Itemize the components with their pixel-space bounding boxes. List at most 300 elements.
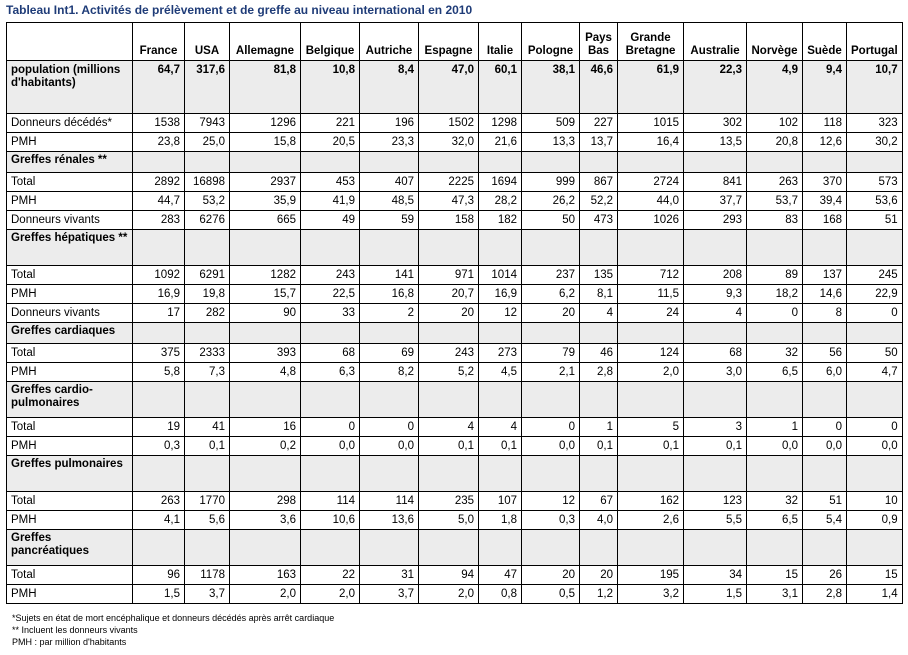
value-cell: 13,3 [522, 133, 580, 152]
value-cell: 0,5 [522, 585, 580, 604]
value-cell: 61,9 [618, 61, 684, 114]
country-header: Portugal [847, 23, 903, 61]
value-cell: 4,5 [479, 363, 522, 382]
value-cell: 2937 [230, 173, 301, 192]
value-cell: 867 [580, 173, 618, 192]
empty-cell [185, 230, 230, 266]
value-cell: 0,1 [419, 437, 479, 456]
row-label: Total [7, 173, 133, 192]
section-header-row [7, 152, 903, 173]
row-label: Total [7, 266, 133, 285]
value-cell: 17 [133, 304, 185, 323]
value-cell: 114 [360, 492, 419, 511]
value-cell: 9,4 [803, 61, 847, 114]
value-cell: 282 [185, 304, 230, 323]
value-cell: 2225 [419, 173, 479, 192]
empty-cell [847, 382, 903, 418]
table-row [7, 211, 903, 230]
value-cell: 283 [133, 211, 185, 230]
value-cell: 8 [803, 304, 847, 323]
row-label: PMH [7, 363, 133, 382]
value-cell: 79 [522, 344, 580, 363]
table-row [7, 585, 903, 604]
section-header-row [7, 456, 903, 492]
section-label: Greffes rénales ** [7, 152, 133, 173]
value-cell: 263 [747, 173, 803, 192]
value-cell: 1178 [185, 566, 230, 585]
value-cell: 1694 [479, 173, 522, 192]
value-cell: 34 [684, 566, 747, 585]
value-cell: 3 [684, 418, 747, 437]
section-label: Greffes pancréatiques [7, 530, 133, 566]
table-row [7, 173, 903, 192]
value-cell: 22,9 [847, 285, 903, 304]
empty-cell [847, 152, 903, 173]
section-label: Greffes cardiaques [7, 323, 133, 344]
value-cell: 20 [580, 566, 618, 585]
value-cell: 48,5 [360, 192, 419, 211]
value-cell: 1298 [479, 114, 522, 133]
row-label: Donneurs décédés* [7, 114, 133, 133]
header-corner-cell [7, 23, 133, 61]
value-cell: 68 [301, 344, 360, 363]
empty-cell [133, 323, 185, 344]
value-cell: 2333 [185, 344, 230, 363]
value-cell: 114 [301, 492, 360, 511]
value-cell: 841 [684, 173, 747, 192]
empty-cell [479, 152, 522, 173]
value-cell: 1,2 [580, 585, 618, 604]
value-cell: 25,0 [185, 133, 230, 152]
value-cell: 4 [479, 418, 522, 437]
empty-cell [618, 230, 684, 266]
value-cell: 37,7 [684, 192, 747, 211]
empty-cell [479, 456, 522, 492]
header-row [7, 23, 903, 61]
value-cell: 4 [684, 304, 747, 323]
value-cell: 2 [360, 304, 419, 323]
value-cell: 53,7 [747, 192, 803, 211]
country-header: Suède [803, 23, 847, 61]
value-cell: 1026 [618, 211, 684, 230]
value-cell: 245 [847, 266, 903, 285]
value-cell: 59 [360, 211, 419, 230]
value-cell: 137 [803, 266, 847, 285]
value-cell: 0,9 [847, 511, 903, 530]
empty-cell [618, 530, 684, 566]
value-cell: 13,6 [360, 511, 419, 530]
empty-cell [803, 456, 847, 492]
empty-cell [360, 230, 419, 266]
value-cell: 375 [133, 344, 185, 363]
table-row [7, 437, 903, 456]
value-cell: 47 [479, 566, 522, 585]
section-header-row [7, 323, 903, 344]
value-cell: 453 [301, 173, 360, 192]
value-cell: 15,7 [230, 285, 301, 304]
empty-cell [301, 382, 360, 418]
value-cell: 473 [580, 211, 618, 230]
value-cell: 0 [522, 418, 580, 437]
value-cell: 16,9 [479, 285, 522, 304]
table-row [7, 418, 903, 437]
value-cell: 2892 [133, 173, 185, 192]
value-cell: 47,3 [419, 192, 479, 211]
empty-cell [803, 323, 847, 344]
table-body [7, 23, 903, 604]
row-label: Donneurs vivants [7, 211, 133, 230]
value-cell: 13,7 [580, 133, 618, 152]
empty-cell [133, 230, 185, 266]
value-cell: 53,6 [847, 192, 903, 211]
table-row [7, 566, 903, 585]
empty-cell [301, 230, 360, 266]
value-cell: 3,2 [618, 585, 684, 604]
value-cell: 0,0 [847, 437, 903, 456]
country-header: USA [185, 23, 230, 61]
value-cell: 22,3 [684, 61, 747, 114]
value-cell: 16,8 [360, 285, 419, 304]
value-cell: 263 [133, 492, 185, 511]
table-row [7, 511, 903, 530]
value-cell: 46 [580, 344, 618, 363]
empty-cell [618, 152, 684, 173]
value-cell: 21,6 [479, 133, 522, 152]
empty-cell [618, 382, 684, 418]
value-cell: 1770 [185, 492, 230, 511]
value-cell: 20,5 [301, 133, 360, 152]
value-cell: 182 [479, 211, 522, 230]
value-cell: 243 [419, 344, 479, 363]
value-cell: 50 [847, 344, 903, 363]
value-cell: 26,2 [522, 192, 580, 211]
country-header: Autriche [360, 23, 419, 61]
value-cell: 158 [419, 211, 479, 230]
empty-cell [479, 382, 522, 418]
value-cell: 509 [522, 114, 580, 133]
value-cell: 44,0 [618, 192, 684, 211]
value-cell: 26 [803, 566, 847, 585]
value-cell: 16898 [185, 173, 230, 192]
value-cell: 8,1 [580, 285, 618, 304]
value-cell: 44,7 [133, 192, 185, 211]
value-cell: 0 [847, 418, 903, 437]
value-cell: 16 [230, 418, 301, 437]
value-cell: 4,0 [580, 511, 618, 530]
footnote-pmh: PMH : par million d'habitants [12, 637, 127, 647]
row-label: Total [7, 492, 133, 511]
row-label: Total [7, 344, 133, 363]
value-cell: 168 [803, 211, 847, 230]
empty-cell [185, 456, 230, 492]
value-cell: 999 [522, 173, 580, 192]
empty-cell [747, 456, 803, 492]
value-cell: 23,8 [133, 133, 185, 152]
value-cell: 712 [618, 266, 684, 285]
population-row [7, 61, 903, 114]
empty-cell [684, 382, 747, 418]
value-cell: 38,1 [522, 61, 580, 114]
empty-cell [747, 530, 803, 566]
value-cell: 67 [580, 492, 618, 511]
value-cell: 16,4 [618, 133, 684, 152]
value-cell: 0,3 [133, 437, 185, 456]
value-cell: 1538 [133, 114, 185, 133]
empty-cell [185, 152, 230, 173]
value-cell: 7,3 [185, 363, 230, 382]
empty-cell [133, 382, 185, 418]
value-cell: 0 [360, 418, 419, 437]
empty-cell [479, 530, 522, 566]
value-cell: 14,6 [803, 285, 847, 304]
value-cell: 2,0 [230, 585, 301, 604]
value-cell: 2,0 [301, 585, 360, 604]
value-cell: 23,3 [360, 133, 419, 152]
value-cell: 51 [847, 211, 903, 230]
value-cell: 90 [230, 304, 301, 323]
value-cell: 64,7 [133, 61, 185, 114]
value-cell: 13,5 [684, 133, 747, 152]
value-cell: 0,1 [479, 437, 522, 456]
row-label: population (millions d'habitants) [7, 61, 133, 114]
value-cell: 68 [684, 344, 747, 363]
value-cell: 2,6 [618, 511, 684, 530]
value-cell: 0 [847, 304, 903, 323]
value-cell: 235 [419, 492, 479, 511]
value-cell: 1 [580, 418, 618, 437]
value-cell: 4 [580, 304, 618, 323]
empty-cell [230, 230, 301, 266]
country-header: Espagne [419, 23, 479, 61]
value-cell: 19,8 [185, 285, 230, 304]
table-row [7, 133, 903, 152]
country-header: Pologne [522, 23, 580, 61]
empty-cell [133, 530, 185, 566]
value-cell: 971 [419, 266, 479, 285]
value-cell: 1014 [479, 266, 522, 285]
value-cell: 19 [133, 418, 185, 437]
value-cell: 6,3 [301, 363, 360, 382]
empty-cell [360, 456, 419, 492]
empty-cell [360, 530, 419, 566]
value-cell: 52,2 [580, 192, 618, 211]
value-cell: 1,5 [684, 585, 747, 604]
table-row [7, 363, 903, 382]
empty-cell [684, 152, 747, 173]
value-cell: 237 [522, 266, 580, 285]
row-label: PMH [7, 437, 133, 456]
value-cell: 30,2 [847, 133, 903, 152]
row-label: Donneurs vivants [7, 304, 133, 323]
value-cell: 16,9 [133, 285, 185, 304]
value-cell: 89 [747, 266, 803, 285]
value-cell: 10 [847, 492, 903, 511]
value-cell: 6276 [185, 211, 230, 230]
value-cell: 243 [301, 266, 360, 285]
country-header: Belgique [301, 23, 360, 61]
empty-cell [522, 152, 580, 173]
empty-cell [419, 530, 479, 566]
value-cell: 9,3 [684, 285, 747, 304]
value-cell: 5,8 [133, 363, 185, 382]
value-cell: 12 [522, 492, 580, 511]
country-header: Italie [479, 23, 522, 61]
table-row [7, 114, 903, 133]
value-cell: 370 [803, 173, 847, 192]
row-label: PMH [7, 133, 133, 152]
value-cell: 3,7 [185, 585, 230, 604]
country-header: Pays Bas [580, 23, 618, 61]
table-row [7, 304, 903, 323]
value-cell: 46,6 [580, 61, 618, 114]
value-cell: 6,5 [747, 511, 803, 530]
empty-cell [747, 152, 803, 173]
value-cell: 135 [580, 266, 618, 285]
empty-cell [847, 456, 903, 492]
value-cell: 35,9 [230, 192, 301, 211]
value-cell: 141 [360, 266, 419, 285]
value-cell: 123 [684, 492, 747, 511]
value-cell: 33 [301, 304, 360, 323]
value-cell: 96 [133, 566, 185, 585]
value-cell: 1092 [133, 266, 185, 285]
value-cell: 5,4 [803, 511, 847, 530]
empty-cell [301, 530, 360, 566]
value-cell: 665 [230, 211, 301, 230]
value-cell: 20,8 [747, 133, 803, 152]
value-cell: 573 [847, 173, 903, 192]
value-cell: 323 [847, 114, 903, 133]
country-header: Australie [684, 23, 747, 61]
value-cell: 196 [360, 114, 419, 133]
empty-cell [747, 323, 803, 344]
value-cell: 1 [747, 418, 803, 437]
value-cell: 32,0 [419, 133, 479, 152]
empty-cell [360, 152, 419, 173]
value-cell: 6,0 [803, 363, 847, 382]
row-label: Total [7, 566, 133, 585]
value-cell: 1,4 [847, 585, 903, 604]
value-cell: 2,8 [580, 363, 618, 382]
value-cell: 0 [301, 418, 360, 437]
section-label: Greffes cardio-pulmonaires [7, 382, 133, 418]
empty-cell [522, 323, 580, 344]
value-cell: 20 [522, 566, 580, 585]
value-cell: 4,9 [747, 61, 803, 114]
value-cell: 49 [301, 211, 360, 230]
value-cell: 163 [230, 566, 301, 585]
empty-cell [133, 456, 185, 492]
row-label: PMH [7, 285, 133, 304]
value-cell: 0,0 [360, 437, 419, 456]
value-cell: 102 [747, 114, 803, 133]
value-cell: 31 [360, 566, 419, 585]
value-cell: 20,7 [419, 285, 479, 304]
empty-cell [185, 323, 230, 344]
empty-cell [301, 323, 360, 344]
value-cell: 118 [803, 114, 847, 133]
empty-cell [684, 530, 747, 566]
empty-cell [185, 530, 230, 566]
value-cell: 39,4 [803, 192, 847, 211]
empty-cell [684, 456, 747, 492]
row-label: PMH [7, 192, 133, 211]
empty-cell [419, 152, 479, 173]
value-cell: 83 [747, 211, 803, 230]
empty-cell [419, 456, 479, 492]
value-cell: 1,5 [133, 585, 185, 604]
value-cell: 12,6 [803, 133, 847, 152]
value-cell: 0,0 [301, 437, 360, 456]
value-cell: 69 [360, 344, 419, 363]
empty-cell [618, 323, 684, 344]
value-cell: 1,8 [479, 511, 522, 530]
value-cell: 195 [618, 566, 684, 585]
empty-cell [522, 230, 580, 266]
value-cell: 227 [580, 114, 618, 133]
value-cell: 7943 [185, 114, 230, 133]
section-header-row [7, 382, 903, 418]
table-row [7, 266, 903, 285]
empty-cell [847, 230, 903, 266]
value-cell: 51 [803, 492, 847, 511]
country-header: Grande Bretagne [618, 23, 684, 61]
value-cell: 60,1 [479, 61, 522, 114]
value-cell: 4 [419, 418, 479, 437]
empty-cell [185, 382, 230, 418]
country-header: Norvège [747, 23, 803, 61]
value-cell: 5,2 [419, 363, 479, 382]
row-label: Total [7, 418, 133, 437]
value-cell: 1015 [618, 114, 684, 133]
value-cell: 0,0 [747, 437, 803, 456]
row-label: PMH [7, 585, 133, 604]
section-header-row [7, 530, 903, 566]
value-cell: 15,8 [230, 133, 301, 152]
section-header-row [7, 230, 903, 266]
table-row [7, 492, 903, 511]
empty-cell [747, 382, 803, 418]
empty-cell [580, 530, 618, 566]
value-cell: 208 [684, 266, 747, 285]
value-cell: 317,6 [185, 61, 230, 114]
empty-cell [301, 456, 360, 492]
value-cell: 32 [747, 492, 803, 511]
value-cell: 15 [847, 566, 903, 585]
value-cell: 273 [479, 344, 522, 363]
value-cell: 2,0 [419, 585, 479, 604]
value-cell: 407 [360, 173, 419, 192]
value-cell: 94 [419, 566, 479, 585]
empty-cell [522, 530, 580, 566]
value-cell: 56 [803, 344, 847, 363]
empty-cell [847, 323, 903, 344]
empty-cell [419, 382, 479, 418]
value-cell: 3,7 [360, 585, 419, 604]
section-label: Greffes pulmonaires [7, 456, 133, 492]
empty-cell [230, 152, 301, 173]
table-row [7, 285, 903, 304]
value-cell: 1282 [230, 266, 301, 285]
value-cell: 20 [419, 304, 479, 323]
value-cell: 28,2 [479, 192, 522, 211]
value-cell: 15 [747, 566, 803, 585]
value-cell: 8,2 [360, 363, 419, 382]
table-row [7, 344, 903, 363]
value-cell: 47,0 [419, 61, 479, 114]
value-cell: 4,8 [230, 363, 301, 382]
value-cell: 5 [618, 418, 684, 437]
